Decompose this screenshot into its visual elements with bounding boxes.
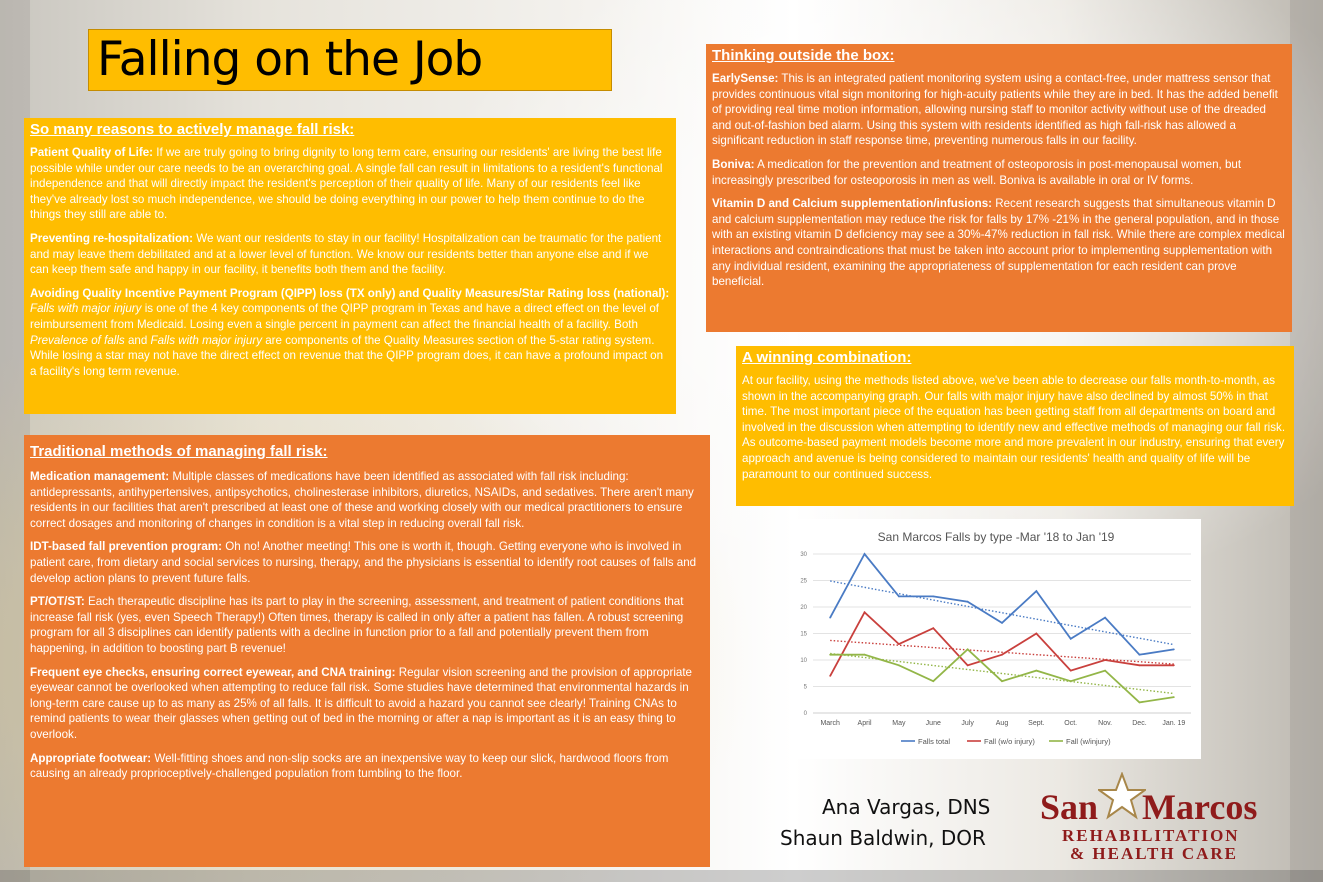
x-tick-label: Dec. xyxy=(1132,720,1147,727)
legend-label: Falls total xyxy=(918,737,951,746)
traditional-heading: Traditional methods of managing fall risk: xyxy=(30,443,328,460)
author-2: Shaun Baldwin, DOR xyxy=(780,826,986,850)
winning-text: At our facility, using the methods listed above, we've been able to decrease our falls month-to-month, as shown in the accompanying graph. Our falls with major injury have also declined by almost 50% in that time. The most important piece of the equation has been getting staff from all departments on board and involved in the discussion when attempting to identify new and effective methods of managing our fall risk. As outcome-based payment models become more and more prevalent in our industry, ensuring that every approach and avenue is being considered to maintain our residents' health and quality of life will be paramount to our continued success. xyxy=(742,374,1286,481)
data-point xyxy=(967,649,969,651)
winning-heading: A winning combination: xyxy=(742,349,912,366)
idea-item: Boniva: A medication for the prevention and treatment of osteoporosis in post-menopausal women, but increasingly prescribed for osteoporosis in men as well. Boniva is available in oral or IV forms. xyxy=(712,157,1242,187)
method-item: IDT-based fall prevention program: Oh no! Another meeting! This one is worth it, though. Getting everyone who is involved in patient care, from dietary and social services to nursing, therapy, and the physicians is essential to identify root causes of falls and develop action plans to prevent future falls. xyxy=(30,540,697,585)
falls-line-chart xyxy=(791,519,1201,759)
data-point xyxy=(1173,649,1175,651)
data-point xyxy=(1139,702,1141,704)
data-point xyxy=(967,664,969,666)
method-item: Appropriate footwear: Well-fitting shoes and non-slip socks are an inexpensive way to keep our slick, hardwood floors from causing an already proprioceptively-challenged population from tumbling to the floor. xyxy=(30,751,669,781)
data-point xyxy=(1104,670,1106,672)
page-title: Falling on the Job xyxy=(88,29,612,91)
reasons-heading: So many reasons to actively manage fall risk: xyxy=(30,121,355,138)
chart-title: San Marcos Falls by type -Mar '18 to Jan '19 xyxy=(877,530,1115,544)
data-point xyxy=(829,654,831,656)
x-tick-label: March xyxy=(820,720,840,727)
outside-box-heading: Thinking outside the box: xyxy=(712,47,895,64)
data-point xyxy=(1001,654,1003,656)
reason-item: Preventing re-hospitalization: We want our residents to stay in our facility! Hospitalization can be traumatic for the patient and may leave them debilitated and at a lower level of function. We know our residents better than anyone else and if we can keep them safe and happy in our facility, it benefits both them and the facility. xyxy=(30,231,662,277)
idea-item: Vitamin D and Calcium supplementation/infusions: Recent research suggests that simultaneous vitamin D and calcium supplementation may reduce the risk for falls by 17% -21% in the general population, and in those with an existing vitamin D deficiency may see a 30%-47% reduction in fall risk. While there are complex medical interactions and contraindications that must be taken into account prior to implementing supplementation with any individual resident, examining the appropriateness of supplementation for each resident can prove beneficial. xyxy=(712,197,1285,289)
winning-combination-panel xyxy=(736,346,1294,506)
x-tick-label: June xyxy=(925,720,941,727)
series-line-2 xyxy=(830,649,1174,702)
data-point xyxy=(864,553,866,555)
data-point xyxy=(1104,617,1106,619)
method-item: Frequent eye checks, ensuring correct eyewear, and CNA training: Regular vision screening and the provision of appropriate eyewear cannot be overlooked when attempting to reduce fall risk. Some studies have determined that environmental hazards in long-term care cause up to as many as 25% of all falls. It is difficult to avoid a hazard you cannot see clearly! Training CNAs to remind patients to wear their glasses when getting out of bed in the morning or after a nap is important as it is an easy thing to overlook. xyxy=(30,665,693,741)
star-icon xyxy=(1098,772,1146,820)
x-tick-label: Nov. xyxy=(1098,720,1113,727)
data-point xyxy=(829,617,831,619)
data-point xyxy=(932,627,934,629)
data-point xyxy=(1070,680,1072,682)
method-item: Medication management: Multiple classes of medications have been identified as associated with fall risk including: antidepressants, antihypertensives, antipsychotics, cholinesterase inhibitors, diuretics, NSAIDs, and sedatives. There aren't many residents in our facilities that aren't prescribed at least one of these and working closely with our medical practitioners to ensure correct dosages and monitoring of changes in condition is a vital step in reducing overall fall risk. xyxy=(30,470,694,530)
logo-line-1: REHABILITATION xyxy=(1062,826,1240,845)
x-tick-label: Oct. xyxy=(1064,720,1078,727)
data-point xyxy=(932,596,934,598)
data-point xyxy=(932,680,934,682)
x-tick-label: Aug xyxy=(995,720,1009,727)
data-point xyxy=(1070,670,1072,672)
x-tick-label: April xyxy=(857,720,872,727)
reason-item: Patient Quality of Life: If we are truly going to bring dignity to long term care, ensuring our residents' are living the best life possible while under our care needs to be an overarching goal. A single fall can result in limitations to a resident's functional independence and that will directly impact the resident's perception of their quality of life. Many of our residents feel like they've already lost so much independence, we should be doing everything in our power to help them continue to do the things they still are able to. xyxy=(30,146,663,222)
data-point xyxy=(864,654,866,656)
x-tick-label: Jan. 19 xyxy=(1162,720,1186,727)
x-tick-label: May xyxy=(892,720,906,727)
reason-item: Avoiding Quality Incentive Payment Program (QIPP) loss (TX only) and Quality Measures/Star Rating loss (national): Falls with major injury is one of the 4 key components of the QIPP program in Texas and have a direct effect on the level of reimbursement from Medicaid. Losing even a single percent in payment can affect the financial health of a facility. Both Prevalence of falls and Falls with major injury are components of the Quality Measures section of the 5-star rating system. While losing a star may not have the direct effect on revenue that the QIPP program does, it can have a profound impact on a facility's long term revenue. xyxy=(30,286,670,378)
outside-box-panel xyxy=(706,44,1292,332)
data-point xyxy=(1139,664,1141,666)
traditional-methods-panel xyxy=(24,435,710,867)
x-tick-label: July xyxy=(961,720,974,727)
bg-floor-line xyxy=(0,870,1323,882)
data-point xyxy=(898,664,900,666)
bg-shadow-right xyxy=(1290,0,1323,882)
data-point xyxy=(1001,680,1003,682)
legend-label: Fall (w/injury) xyxy=(1066,737,1111,746)
data-point xyxy=(898,643,900,645)
series-line-0 xyxy=(830,554,1174,655)
data-point xyxy=(1035,633,1037,635)
data-point xyxy=(967,601,969,603)
data-point xyxy=(1173,696,1175,698)
x-tick-label: Sept. xyxy=(1028,720,1045,727)
y-tick-label: 5 xyxy=(803,684,807,691)
data-point xyxy=(1173,664,1175,666)
legend-label: Fall (w/o injury) xyxy=(984,737,1035,746)
y-tick-label: 15 xyxy=(800,631,807,638)
logo-line-2: & HEALTH CARE xyxy=(1070,844,1239,863)
data-point xyxy=(1035,590,1037,592)
data-point xyxy=(1139,654,1141,656)
y-tick-label: 25 xyxy=(800,578,807,585)
data-point xyxy=(1104,659,1106,661)
idea-item: EarlySense: This is an integrated patient monitoring system using a contact-free, under mattress sensor that provides continuous vital sign monitoring for high-acuity patients while they are in bed. It has the added benefit of providing real time motion information, allowing nursing staff to monitor activity without use of the dreaded and out-of-fashion bed alarm. Using this system with residents identified as high fall-risk has allowed a significant reduction in staff response time, preventing numerous falls in our facility. xyxy=(712,72,1278,148)
data-point xyxy=(1035,670,1037,672)
data-point xyxy=(898,596,900,598)
data-point xyxy=(829,675,831,677)
y-tick-label: 10 xyxy=(800,658,807,664)
logo-wordmark: San Marcos xyxy=(1040,787,1258,827)
falls-chart xyxy=(791,519,1201,759)
author-1: Ana Vargas, DNS xyxy=(822,795,991,819)
data-point xyxy=(1070,638,1072,640)
y-tick-label: 20 xyxy=(800,605,807,611)
reasons-panel xyxy=(24,118,676,414)
data-point xyxy=(864,611,866,613)
data-point xyxy=(1001,622,1003,624)
y-tick-label: 30 xyxy=(800,552,807,558)
method-item: PT/OT/ST: Each therapeutic discipline has its part to play in the screening, assessment, and treatment of patient conditions that increase fall risk (yes, even Speech Therapy!) Often times, therapy is called in only after a patient has fallen. A robust screening program for all 3 disciplines can identify patients with a decline in function prior to a fall and potentially prevent them from happening, in addition to boosting part B revenue! xyxy=(30,595,684,655)
y-tick-label: 0 xyxy=(803,711,807,717)
